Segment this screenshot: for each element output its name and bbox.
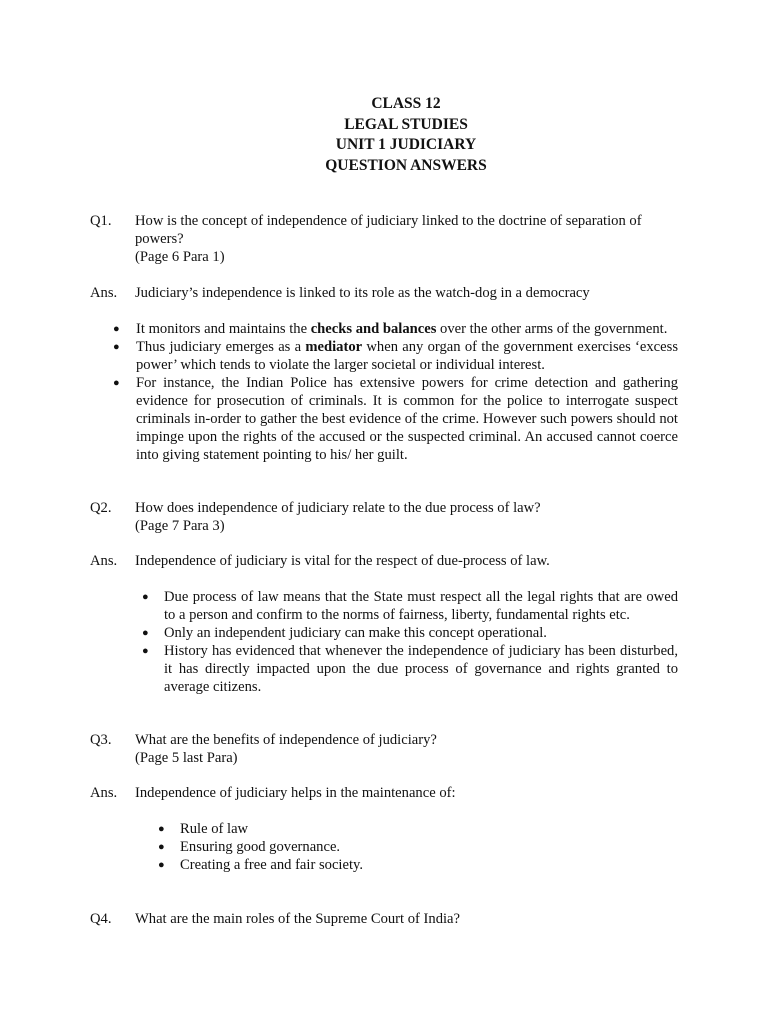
- bullet-text: Thus judiciary emerges as a: [136, 339, 306, 355]
- header-subject: LEGAL STUDIES: [344, 115, 468, 133]
- answer-1-bullets: [90, 320, 678, 464]
- bullet-text: It monitors and maintains the: [136, 321, 311, 337]
- answer-3-bullets: [90, 820, 678, 874]
- list-item: [90, 320, 678, 338]
- question-1-text: How is the concept of independence of judiciary linked to the doctrine of separation of powers?: [135, 213, 642, 247]
- header-unit: UNIT 1 JUDICIARY: [335, 136, 477, 153]
- bullet-icon: ●: [158, 823, 165, 835]
- answer-2-label: Ans.: [90, 553, 118, 569]
- answer-2: [90, 552, 678, 570]
- bullet-text: Creating a free and fair society.: [180, 857, 364, 873]
- question-3: [90, 731, 678, 767]
- question-2-text: How does independence of judiciary relate to the due process of law?: [135, 500, 541, 516]
- question-4: [90, 910, 678, 928]
- answer-3: [90, 784, 678, 802]
- list-item: [90, 374, 678, 464]
- question-1-label: Q1.: [90, 213, 112, 229]
- bullet-icon: ●: [113, 341, 120, 353]
- bullet-text: over the other arms of the government.: [436, 321, 668, 337]
- document-header: [0, 94, 768, 176]
- question-3-label: Q3.: [90, 732, 112, 748]
- answer-2-text: Independence of judiciary is vital for the respect of due-process of law.: [135, 553, 550, 569]
- bullet-text: Ensuring good governance.: [180, 839, 341, 855]
- bullet-icon: ●: [158, 841, 165, 853]
- question-4-label: Q4.: [90, 911, 112, 927]
- list-item: [90, 856, 678, 874]
- bullet-icon: ●: [142, 627, 149, 639]
- answer-3-label: Ans.: [90, 785, 118, 801]
- bold-term: mediator: [305, 339, 363, 355]
- bullet-text: Due process of law means that the State must respect all the legal rights that are owed to a person and confirm to the norms of fairness, liberty, fundamental rights etc.: [164, 589, 678, 623]
- question-2-label: Q2.: [90, 500, 112, 516]
- bullet-icon: ●: [142, 645, 149, 657]
- bullet-text: Only an independent judiciary can make this concept operational.: [164, 625, 547, 641]
- question-2-ref: (Page 7 Para 3): [135, 518, 225, 534]
- bullet-icon: ●: [113, 323, 120, 335]
- answer-1-label: Ans.: [90, 285, 118, 301]
- list-item: [90, 820, 678, 838]
- header-title: QUESTION ANSWERS: [325, 156, 487, 174]
- list-item: [90, 642, 678, 696]
- list-item: [90, 588, 678, 624]
- question-4-text: What are the main roles of the Supreme Court of India?: [135, 911, 461, 927]
- answer-3-text: Independence of judiciary helps in the maintenance of:: [135, 785, 456, 801]
- answer-1: [90, 284, 678, 302]
- bullet-icon: ●: [158, 859, 165, 871]
- list-item: [90, 838, 678, 856]
- question-1-ref: (Page 6 Para 1): [135, 249, 225, 265]
- answer-2-bullets: [90, 588, 678, 696]
- question-3-ref: (Page 5 last Para): [135, 750, 238, 766]
- question-3-text: What are the benefits of independence of judiciary?: [135, 732, 437, 748]
- bullet-icon: ●: [113, 377, 120, 389]
- bold-term: checks and balances: [310, 321, 437, 337]
- bullet-text: History has evidenced that whenever the independence of judiciary has been disturbed, it has directly impacted upon the due process of governance and rights granted to average citizens.: [164, 643, 678, 695]
- question-2: [90, 499, 678, 535]
- list-item: [90, 338, 678, 374]
- bullet-text: For instance, the Indian Police has extensive powers for crime detection and gathering evidence for prosecution of criminals. It is common for the police to interrogate suspect criminals in-order to gather the best evidence of the crime. However such powers should not impinge upon the rights of the accused or the suspected criminal. An accused cannot coerce into giving statement pointing to his/ her guilt.: [136, 375, 678, 463]
- answer-1-text: Judiciary’s independence is linked to its role as the watch-dog in a democracy: [135, 285, 590, 301]
- bullet-icon: ●: [142, 591, 149, 603]
- bullet-text: when any organ of the government exercises ‘excess power’ which tends to violate the larger societal or individual interest.: [136, 339, 678, 373]
- bullet-text: Rule of law: [180, 821, 249, 837]
- question-1: [90, 212, 678, 266]
- list-item: [90, 624, 678, 642]
- header-class: CLASS 12: [371, 95, 441, 112]
